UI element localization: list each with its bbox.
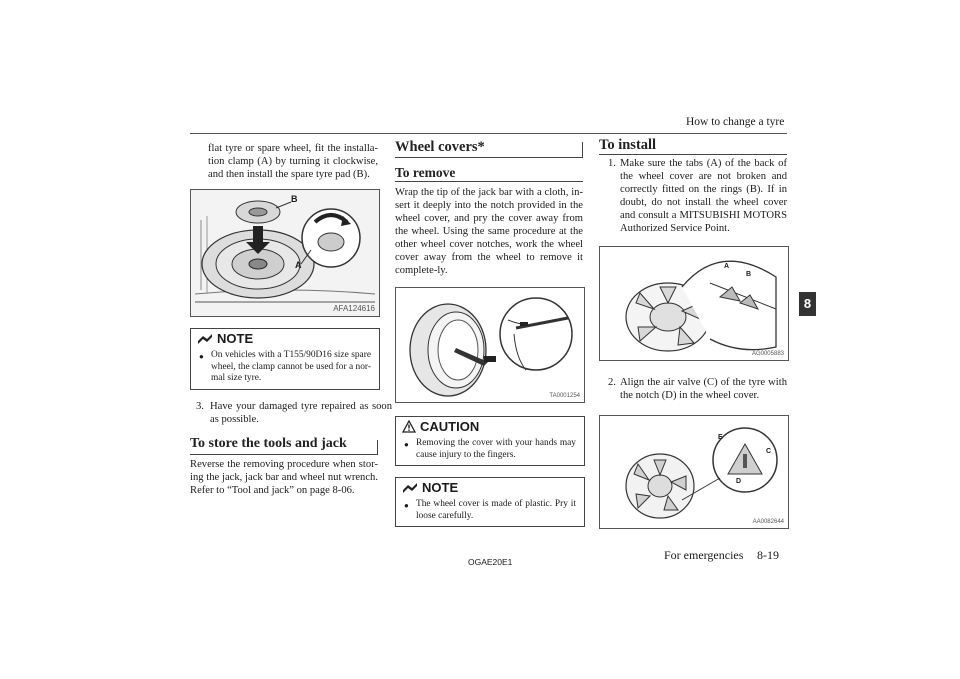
doc-code: OGAE20E1 bbox=[468, 557, 513, 567]
step-2 bbox=[608, 376, 787, 402]
label-b: B bbox=[291, 194, 298, 204]
store-paragraph: Reverse the removing procedure when stor-ing the jack, jack bar and wheel nut wrench. Refer to “Tool and jack” on page 8-06. bbox=[190, 459, 378, 496]
wheel-cover-removal-illustration bbox=[396, 288, 584, 402]
note-icon bbox=[402, 482, 418, 494]
heading-wheel-covers: Wheel covers* bbox=[395, 139, 485, 155]
step-3-number: 3. bbox=[196, 401, 204, 412]
heading-install: To install bbox=[599, 137, 657, 153]
running-header: How to change a tyre bbox=[686, 116, 785, 128]
heading-wheel-covers-rule bbox=[395, 157, 583, 158]
remove-paragraph: Wrap the tip of the jack bar with a cloth, in-sert it deeply into the notch provided in the wheel cover, and pry the cover away from the wheel. Using the same procedure at the other wheel cover notches, work the wheel cover away from the wheel to remove it complete-ly. bbox=[395, 187, 583, 276]
heading-store: To store the tools and jack bbox=[190, 436, 347, 451]
label-c: C bbox=[766, 448, 772, 455]
label-a: A bbox=[724, 263, 730, 270]
step-2-number: 2. bbox=[608, 377, 616, 388]
step-1 bbox=[608, 157, 787, 235]
spare-tyre-illustration bbox=[191, 190, 379, 316]
remove-cover-figure bbox=[395, 287, 585, 403]
heading-store-tick bbox=[377, 440, 378, 454]
figure-code: AA0082644 bbox=[752, 519, 784, 525]
heading-remove: To remove bbox=[395, 165, 456, 180]
page-number: 8-19 bbox=[757, 548, 779, 562]
note-title: NOTE bbox=[217, 331, 254, 346]
step-1-number: 1. bbox=[608, 158, 616, 169]
caution-title: CAUTION bbox=[420, 419, 480, 434]
note-box-2 bbox=[395, 477, 585, 527]
step-3-text: Have your damaged tyre repaired as soon as possible. bbox=[210, 401, 392, 425]
install-tabs-figure bbox=[599, 246, 789, 361]
caution-box bbox=[395, 416, 585, 466]
step-3 bbox=[196, 400, 392, 426]
air-valve-figure bbox=[599, 415, 789, 529]
bullet-icon: ● bbox=[199, 352, 204, 361]
spare-tyre-figure bbox=[190, 189, 380, 317]
note-title: NOTE bbox=[422, 480, 459, 495]
header-rule bbox=[190, 133, 787, 134]
air-valve-alignment-illustration bbox=[600, 416, 788, 528]
step-1-text: Make sure the tabs (A) of the back of the wheel cover are not broken and correctly fitted on the rings (B). If in doubt, do not install the wheel cover and consult a MITSUBISHI MOTORS Authorized Service Point. bbox=[620, 158, 787, 234]
heading-install-rule bbox=[599, 154, 787, 155]
warning-triangle-icon bbox=[402, 420, 416, 433]
caution-text: Removing the cover with your hands may cause injury to the fingers. bbox=[416, 438, 576, 460]
intro-paragraph: flat tyre or spare wheel, fit the installa-tion clamp (A) by turning it clockwise, and then install the spare tyre pad (B). bbox=[208, 143, 378, 180]
heading-wheel-covers-tick bbox=[582, 142, 583, 157]
footer-section: For emergencies bbox=[664, 548, 744, 562]
note-box-1 bbox=[190, 328, 380, 390]
bullet-icon: ● bbox=[404, 440, 409, 449]
chapter-tab: 8 bbox=[799, 292, 816, 316]
figure-code: TA0001254 bbox=[549, 393, 580, 399]
note-icon bbox=[197, 333, 213, 345]
wheel-cover-back-illustration bbox=[600, 247, 788, 360]
heading-remove-rule bbox=[395, 181, 583, 182]
note-text: On vehicles with a T155/90D16 size spare wheel, the clamp cannot be used for a nor-mal size tyre. bbox=[211, 350, 371, 383]
bullet-icon: ● bbox=[404, 501, 409, 510]
label-e: E bbox=[718, 434, 723, 441]
label-d: D bbox=[736, 478, 742, 485]
heading-store-rule bbox=[190, 454, 378, 455]
note-text: The wheel cover is made of plastic. Pry it loose carefully. bbox=[416, 499, 576, 521]
figure-code: AFA124616 bbox=[333, 304, 375, 313]
label-b: B bbox=[746, 271, 752, 278]
figure-code: AG0005883 bbox=[751, 351, 784, 357]
step-2-text: Align the air valve (C) of the tyre with the notch (D) in the wheel cover. bbox=[620, 377, 787, 401]
label-a: A bbox=[295, 260, 302, 270]
